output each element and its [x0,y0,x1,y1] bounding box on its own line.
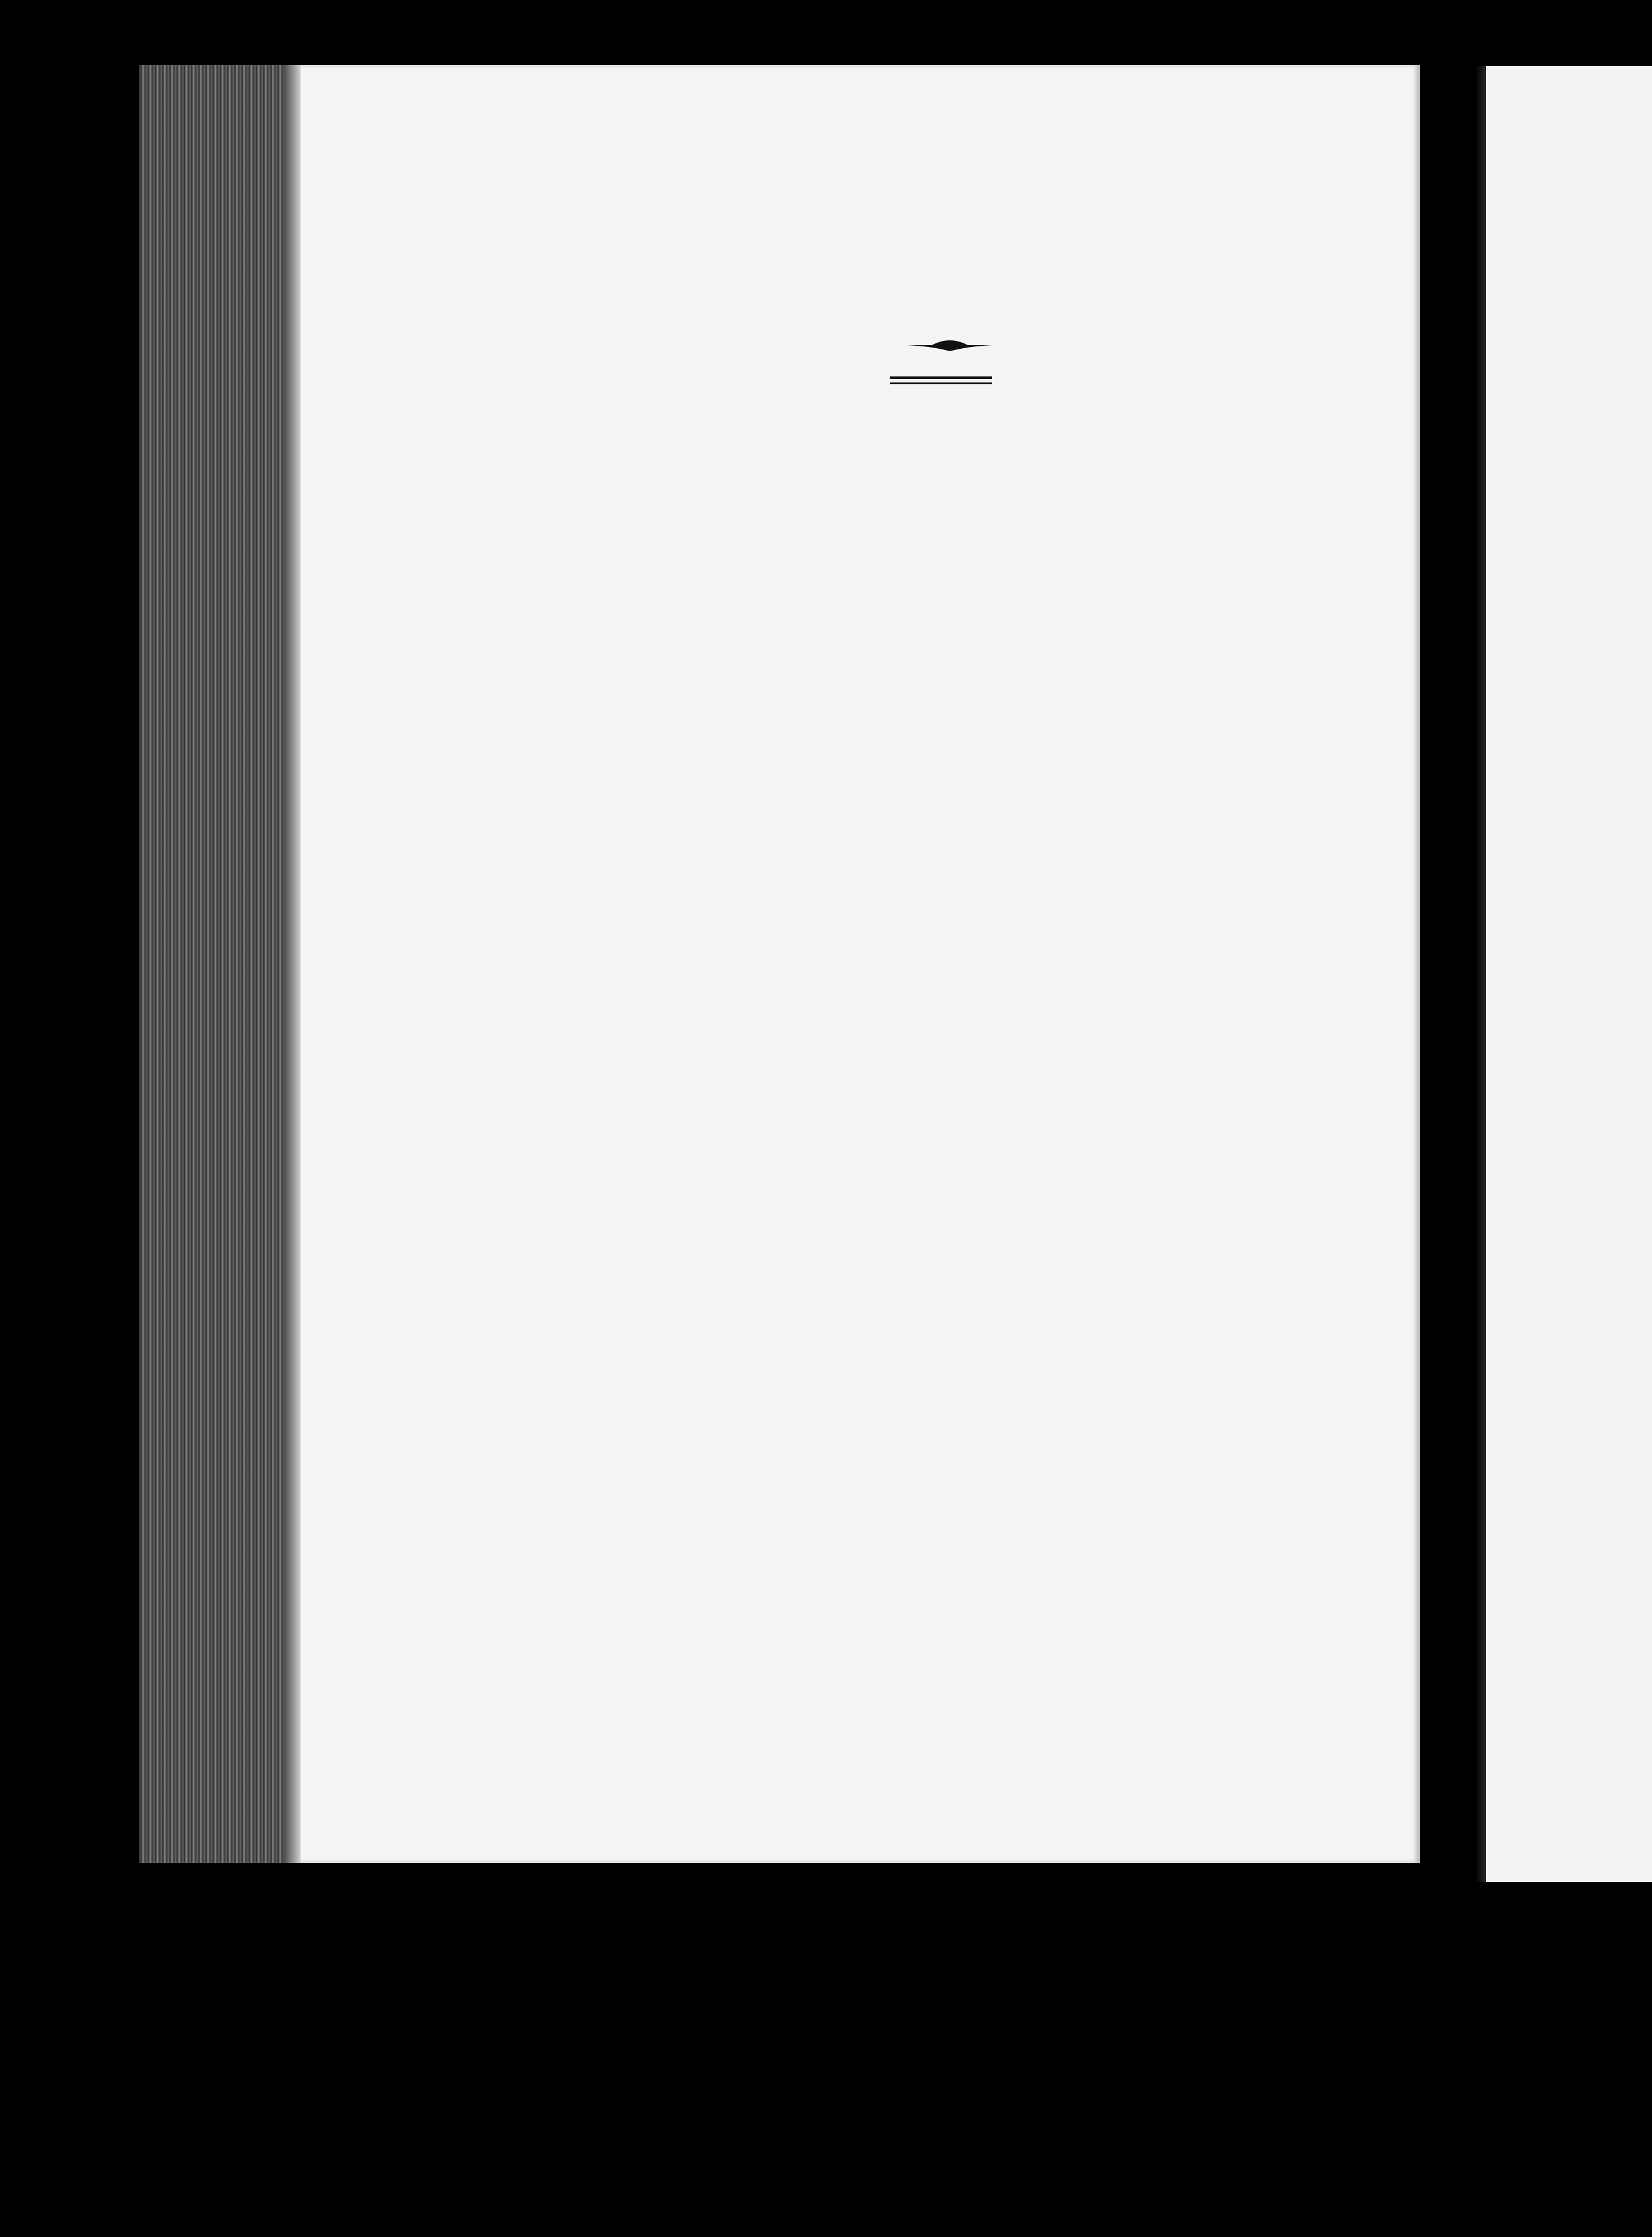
page-gutter-shadow [284,65,301,1863]
facing-page [1486,66,1652,1882]
double-rule [529,367,1431,391]
page-gap [1461,66,1486,1882]
ornament-divider [529,325,1431,367]
ornament-icon [908,333,992,357]
book-page-edges [139,65,296,1863]
page-body [529,325,1431,391]
